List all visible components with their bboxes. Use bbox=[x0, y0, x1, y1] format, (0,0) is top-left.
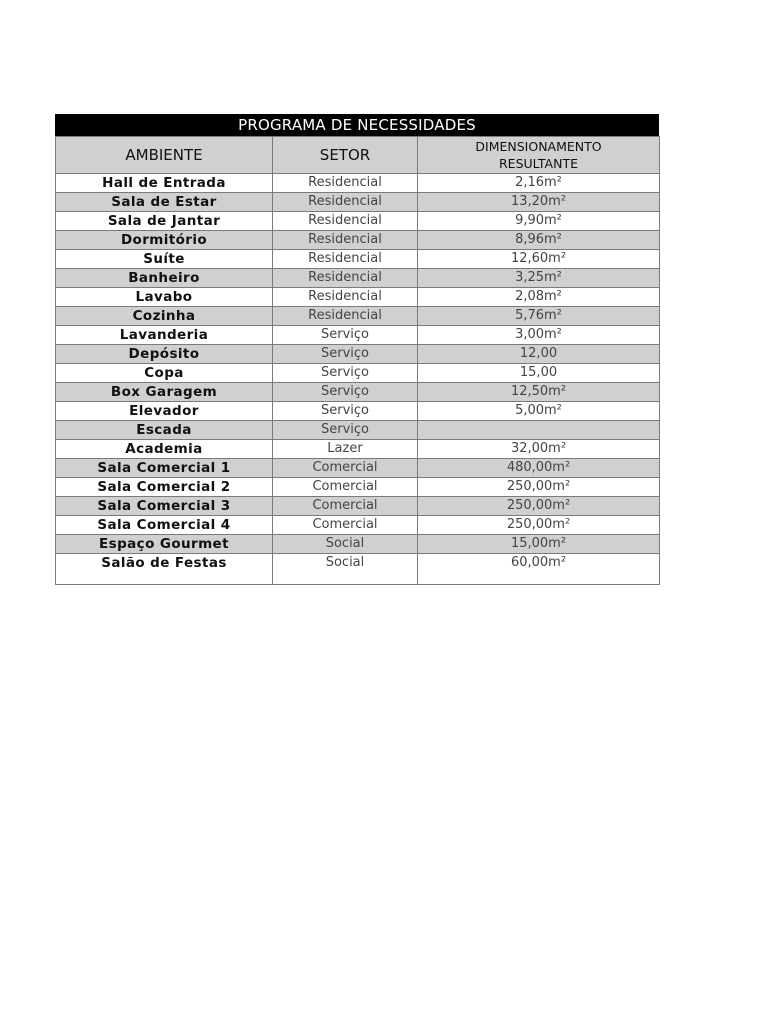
cell-dimensionamento: 15,00 bbox=[418, 364, 660, 383]
cell-setor: Residencial bbox=[273, 212, 418, 231]
cell-ambiente: Hall de Entrada bbox=[56, 174, 273, 193]
table-row bbox=[56, 193, 660, 212]
table-row bbox=[56, 440, 660, 459]
table-row bbox=[56, 535, 660, 554]
cell-dimensionamento: 5,00m² bbox=[418, 402, 660, 421]
cell-ambiente: Suíte bbox=[56, 250, 273, 269]
cell-ambiente: Escada bbox=[56, 421, 273, 440]
cell-ambiente: Espaço Gourmet bbox=[56, 535, 273, 554]
cell-ambiente: Depósito bbox=[56, 345, 273, 364]
cell-setor: Residencial bbox=[273, 250, 418, 269]
cell-dimensionamento: 32,00m² bbox=[418, 440, 660, 459]
cell-setor: Serviço bbox=[273, 345, 418, 364]
cell-dimensionamento: 250,00m² bbox=[418, 497, 660, 516]
cell-dimensionamento: 13,20m² bbox=[418, 193, 660, 212]
cell-dimensionamento: 5,76m² bbox=[418, 307, 660, 326]
cell-ambiente: Lavabo bbox=[56, 288, 273, 307]
cell-ambiente: Banheiro bbox=[56, 269, 273, 288]
cell-ambiente: Sala de Jantar bbox=[56, 212, 273, 231]
cell-setor: Serviço bbox=[273, 364, 418, 383]
table-row bbox=[56, 383, 660, 402]
table-row bbox=[56, 516, 660, 535]
cell-dimensionamento: 250,00m² bbox=[418, 478, 660, 497]
table-title: PROGRAMA DE NECESSIDADES bbox=[55, 114, 659, 136]
programa-de-necessidades-sheet bbox=[55, 114, 659, 585]
cell-setor: Social bbox=[273, 535, 418, 554]
cell-ambiente: Salão de Festas bbox=[56, 554, 273, 585]
table-row bbox=[56, 307, 660, 326]
cell-ambiente: Copa bbox=[56, 364, 273, 383]
cell-setor: Serviço bbox=[273, 402, 418, 421]
cell-ambiente: Lavanderia bbox=[56, 326, 273, 345]
table-row bbox=[56, 402, 660, 421]
table-row bbox=[56, 269, 660, 288]
header-setor: SETOR bbox=[273, 137, 418, 174]
table-row bbox=[56, 364, 660, 383]
cell-ambiente: Cozinha bbox=[56, 307, 273, 326]
cell-setor: Residencial bbox=[273, 269, 418, 288]
table-row bbox=[56, 345, 660, 364]
cell-setor: Comercial bbox=[273, 478, 418, 497]
cell-ambiente: Academia bbox=[56, 440, 273, 459]
table-row bbox=[56, 174, 660, 193]
cell-ambiente: Box Garagem bbox=[56, 383, 273, 402]
cell-dimensionamento: 12,00 bbox=[418, 345, 660, 364]
cell-dimensionamento: 8,96m² bbox=[418, 231, 660, 250]
table-row bbox=[56, 497, 660, 516]
table-row bbox=[56, 250, 660, 269]
cell-setor: Serviço bbox=[273, 421, 418, 440]
table-row bbox=[56, 231, 660, 250]
table-row bbox=[56, 288, 660, 307]
cell-ambiente: Sala Comercial 1 bbox=[56, 459, 273, 478]
cell-dimensionamento: 12,60m² bbox=[418, 250, 660, 269]
cell-ambiente: Sala Comercial 2 bbox=[56, 478, 273, 497]
cell-setor: Residencial bbox=[273, 307, 418, 326]
table-row bbox=[56, 554, 660, 585]
cell-ambiente: Elevador bbox=[56, 402, 273, 421]
cell-dimensionamento: 3,00m² bbox=[418, 326, 660, 345]
header-dimensionamento-line1: DIMENSIONAMENTO bbox=[475, 139, 602, 154]
cell-setor: Comercial bbox=[273, 516, 418, 535]
cell-setor: Lazer bbox=[273, 440, 418, 459]
cell-dimensionamento: 3,25m² bbox=[418, 269, 660, 288]
table-row bbox=[56, 212, 660, 231]
cell-ambiente: Sala de Estar bbox=[56, 193, 273, 212]
needs-program-table bbox=[55, 136, 660, 585]
cell-setor: Social bbox=[273, 554, 418, 585]
cell-dimensionamento bbox=[418, 421, 660, 440]
table-row bbox=[56, 459, 660, 478]
cell-setor: Residencial bbox=[273, 174, 418, 193]
header-dimensionamento-line2: RESULTANTE bbox=[498, 156, 578, 171]
cell-dimensionamento: 2,08m² bbox=[418, 288, 660, 307]
cell-setor: Residencial bbox=[273, 288, 418, 307]
table-body bbox=[56, 174, 660, 585]
header-ambiente: AMBIENTE bbox=[56, 137, 273, 174]
header-dimensionamento bbox=[418, 137, 660, 174]
cell-setor: Comercial bbox=[273, 497, 418, 516]
table-row bbox=[56, 421, 660, 440]
cell-setor: Comercial bbox=[273, 459, 418, 478]
cell-dimensionamento: 2,16m² bbox=[418, 174, 660, 193]
table-row bbox=[56, 326, 660, 345]
cell-dimensionamento: 60,00m² bbox=[418, 554, 660, 585]
cell-setor: Serviço bbox=[273, 383, 418, 402]
table-row bbox=[56, 478, 660, 497]
cell-dimensionamento: 9,90m² bbox=[418, 212, 660, 231]
cell-setor: Serviço bbox=[273, 326, 418, 345]
cell-ambiente: Sala Comercial 4 bbox=[56, 516, 273, 535]
cell-dimensionamento: 15,00m² bbox=[418, 535, 660, 554]
cell-ambiente: Sala Comercial 3 bbox=[56, 497, 273, 516]
cell-dimensionamento: 12,50m² bbox=[418, 383, 660, 402]
cell-setor: Residencial bbox=[273, 231, 418, 250]
cell-dimensionamento: 250,00m² bbox=[418, 516, 660, 535]
header-row bbox=[56, 137, 660, 174]
cell-ambiente: Dormitório bbox=[56, 231, 273, 250]
cell-setor: Residencial bbox=[273, 193, 418, 212]
cell-dimensionamento: 480,00m² bbox=[418, 459, 660, 478]
